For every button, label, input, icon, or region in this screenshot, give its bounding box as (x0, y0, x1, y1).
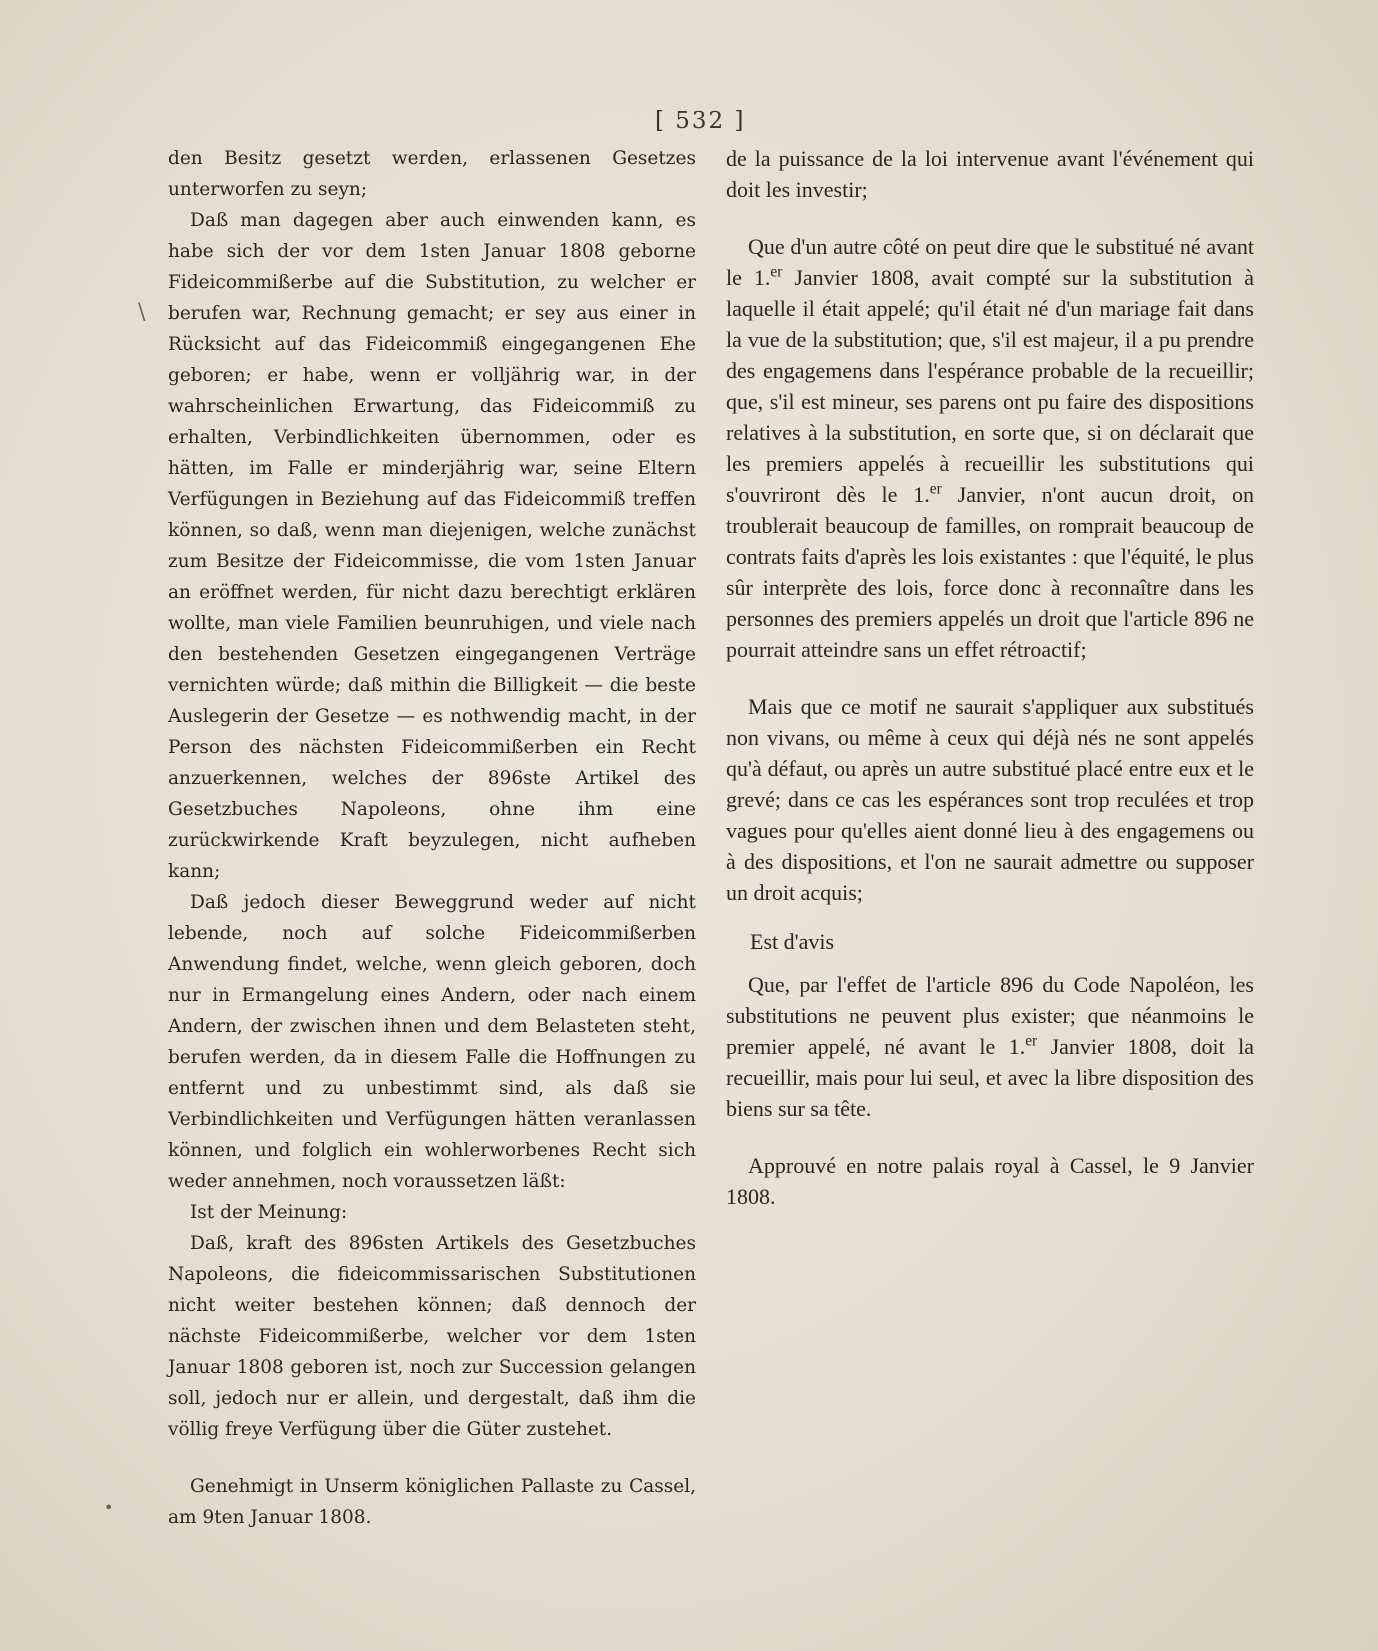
french-approval: Approuvé en notre palais royal à Cassel, le 9 Janvier 1808. (726, 1153, 1254, 1209)
french-heading: Est d'avis (750, 929, 835, 954)
german-paragraph: Daß jedoch dieser Beweggrund weder auf nicht lebende, noch auf solche Fideicommißerben Anwendung findet, welche, wenn gleich geboren, doch nur in Ermangelung eines Andern, oder nach einem Andern, der zwischen ihnen und dem Belasteten steht, berufen werden, da in diesem Falle die Hoffnungen zu entfernt und zu unbestimmt sind, als daß sie Verbindlichkeiten und Verfügungen hätten veranlassen können, und folglich ein wohlerworbenes Recht sich weder annehmen, noch voraussetzen läßt: (168, 892, 696, 1192)
french-paragraph: de la puissance de la loi intervenue avant l'événement qui doit les investir; (726, 146, 1254, 202)
french-paragraph: Mais que ce motif ne saurait s'appliquer aux substitués non vivans, ou même à ceux qui déjà nés ne sont appelés qu'à défaut, ou après un autre substitué placé entre eux et le grevé; dans ce cas les espérances sont trop reculées et trop vagues pour qu'elles aient donné lieu à des engagemens ou à des dispositions, et l'on ne saurait admettre ou supposer un droit acquis; (726, 694, 1254, 905)
french-column (726, 143, 1254, 1212)
german-paragraph: Daß, kraft des 896sten Artikels des Gesetzbuches Napoleons, die fideicommissarischen Substitutionen nicht weiter bestehen können; daß dennoch der nächste Fideicommißerbe, welcher vor dem 1sten Januar 1808 geboren ist, noch zur Succession gelangen soll, jedoch nur er allein, und dergestalt, daß ihm die völlig freye Verfügung über die Güter zustehet. (168, 1233, 696, 1440)
page-number: [ 532 ] (655, 108, 746, 134)
german-approval: Genehmigt in Unserm königlichen Pallaste zu Cassel, am 9ten Januar 1808. (168, 1476, 696, 1528)
french-paragraph: Que, par l'effet de l'article 896 du Code Napoléon, les substitutions ne peuvent plus exister; que néanmoins le premier appelé, né avant le 1.$^{er}$ Janvier 1808, doit la recueillir, mais pour lui seul, et avec la libre disposition des biens sur sa tête. (726, 972, 1254, 1121)
german-paragraph: Daß man dagegen aber auch einwenden kann, es habe sich der vor dem 1sten Januar 1808 geborne Fideicommißerbe auf die Substitution, zu welcher er berufen war, Rechnung gemacht; er sey aus einer in Rücksicht auf das Fideicommiß eingegangenen Ehe geboren; er habe, wenn er volljährig war, in der wahrscheinlichen Erwartung, das Fideicommiß zu erhalten, Verbindlichkeiten übernommen, oder es hätten, im Falle er minderjährig war, seine Eltern Verfügungen in Beziehung auf das Fideicommiß treffen können, so daß, wenn man diejenigen, welche zunächst zum Besitze der Fideicommisse, die vom 1sten Januar an eröffnet werden, für nicht dazu berechtigt erklären wollte, man viele Familien beunruhigen, und viele nach den bestehenden Gesetzen eingegangenen Verträge vernichten würde; daß mithin die Billigkeit — die beste Auslegerin der Gesetze — es nothwendig macht, in der Person des nächsten Fideicommißerben ein Recht anzuerkennen, welches der 896ste Artikel des Gesetzbuches Napoleons, ohne ihm eine zurückwirkende Kraft beyzulegen, nicht aufheben kann; (168, 210, 696, 882)
french-paragraph: Que d'un autre côté on peut dire que le substitué né avant le 1.$^{er}$ Janvier 1808, avait compté sur la substitution à laquelle il était appelé; qu'il était né d'un mariage fait dans la vue de la substitution; que, s'il est majeur, il a pu prendre des engagemens dans l'espérance probable de la recueillir; que, s'il est mineur, ses parens ont pu faire des dispositions relatives à la substitution, en sorte que, si on déclarait que les premiers appelés à recueillir les substitutions qui s'ouvriront dès le 1.$^{er}$ Janvier, n'ont aucun droit, on troublerait beaucoup de familles, on romprait beaucoup de contrats faits d'après les lois existantes : que l'équité, le plus sûr interprète des lois, force donc à reconnaître dans les personnes des premiers appelés un droit que l'article 896 ne pourrait atteindre sans un effet rétroactif; (726, 234, 1254, 662)
german-paragraph: den Besitz gesetzt werden, erlassenen Gesetzes unterworfen zu seyn; (168, 148, 696, 200)
german-heading: Ist der Meinung: (190, 1202, 348, 1223)
margin-mark: \ (138, 300, 146, 325)
german-column (168, 143, 696, 1533)
ink-spot: • (104, 1498, 114, 1517)
